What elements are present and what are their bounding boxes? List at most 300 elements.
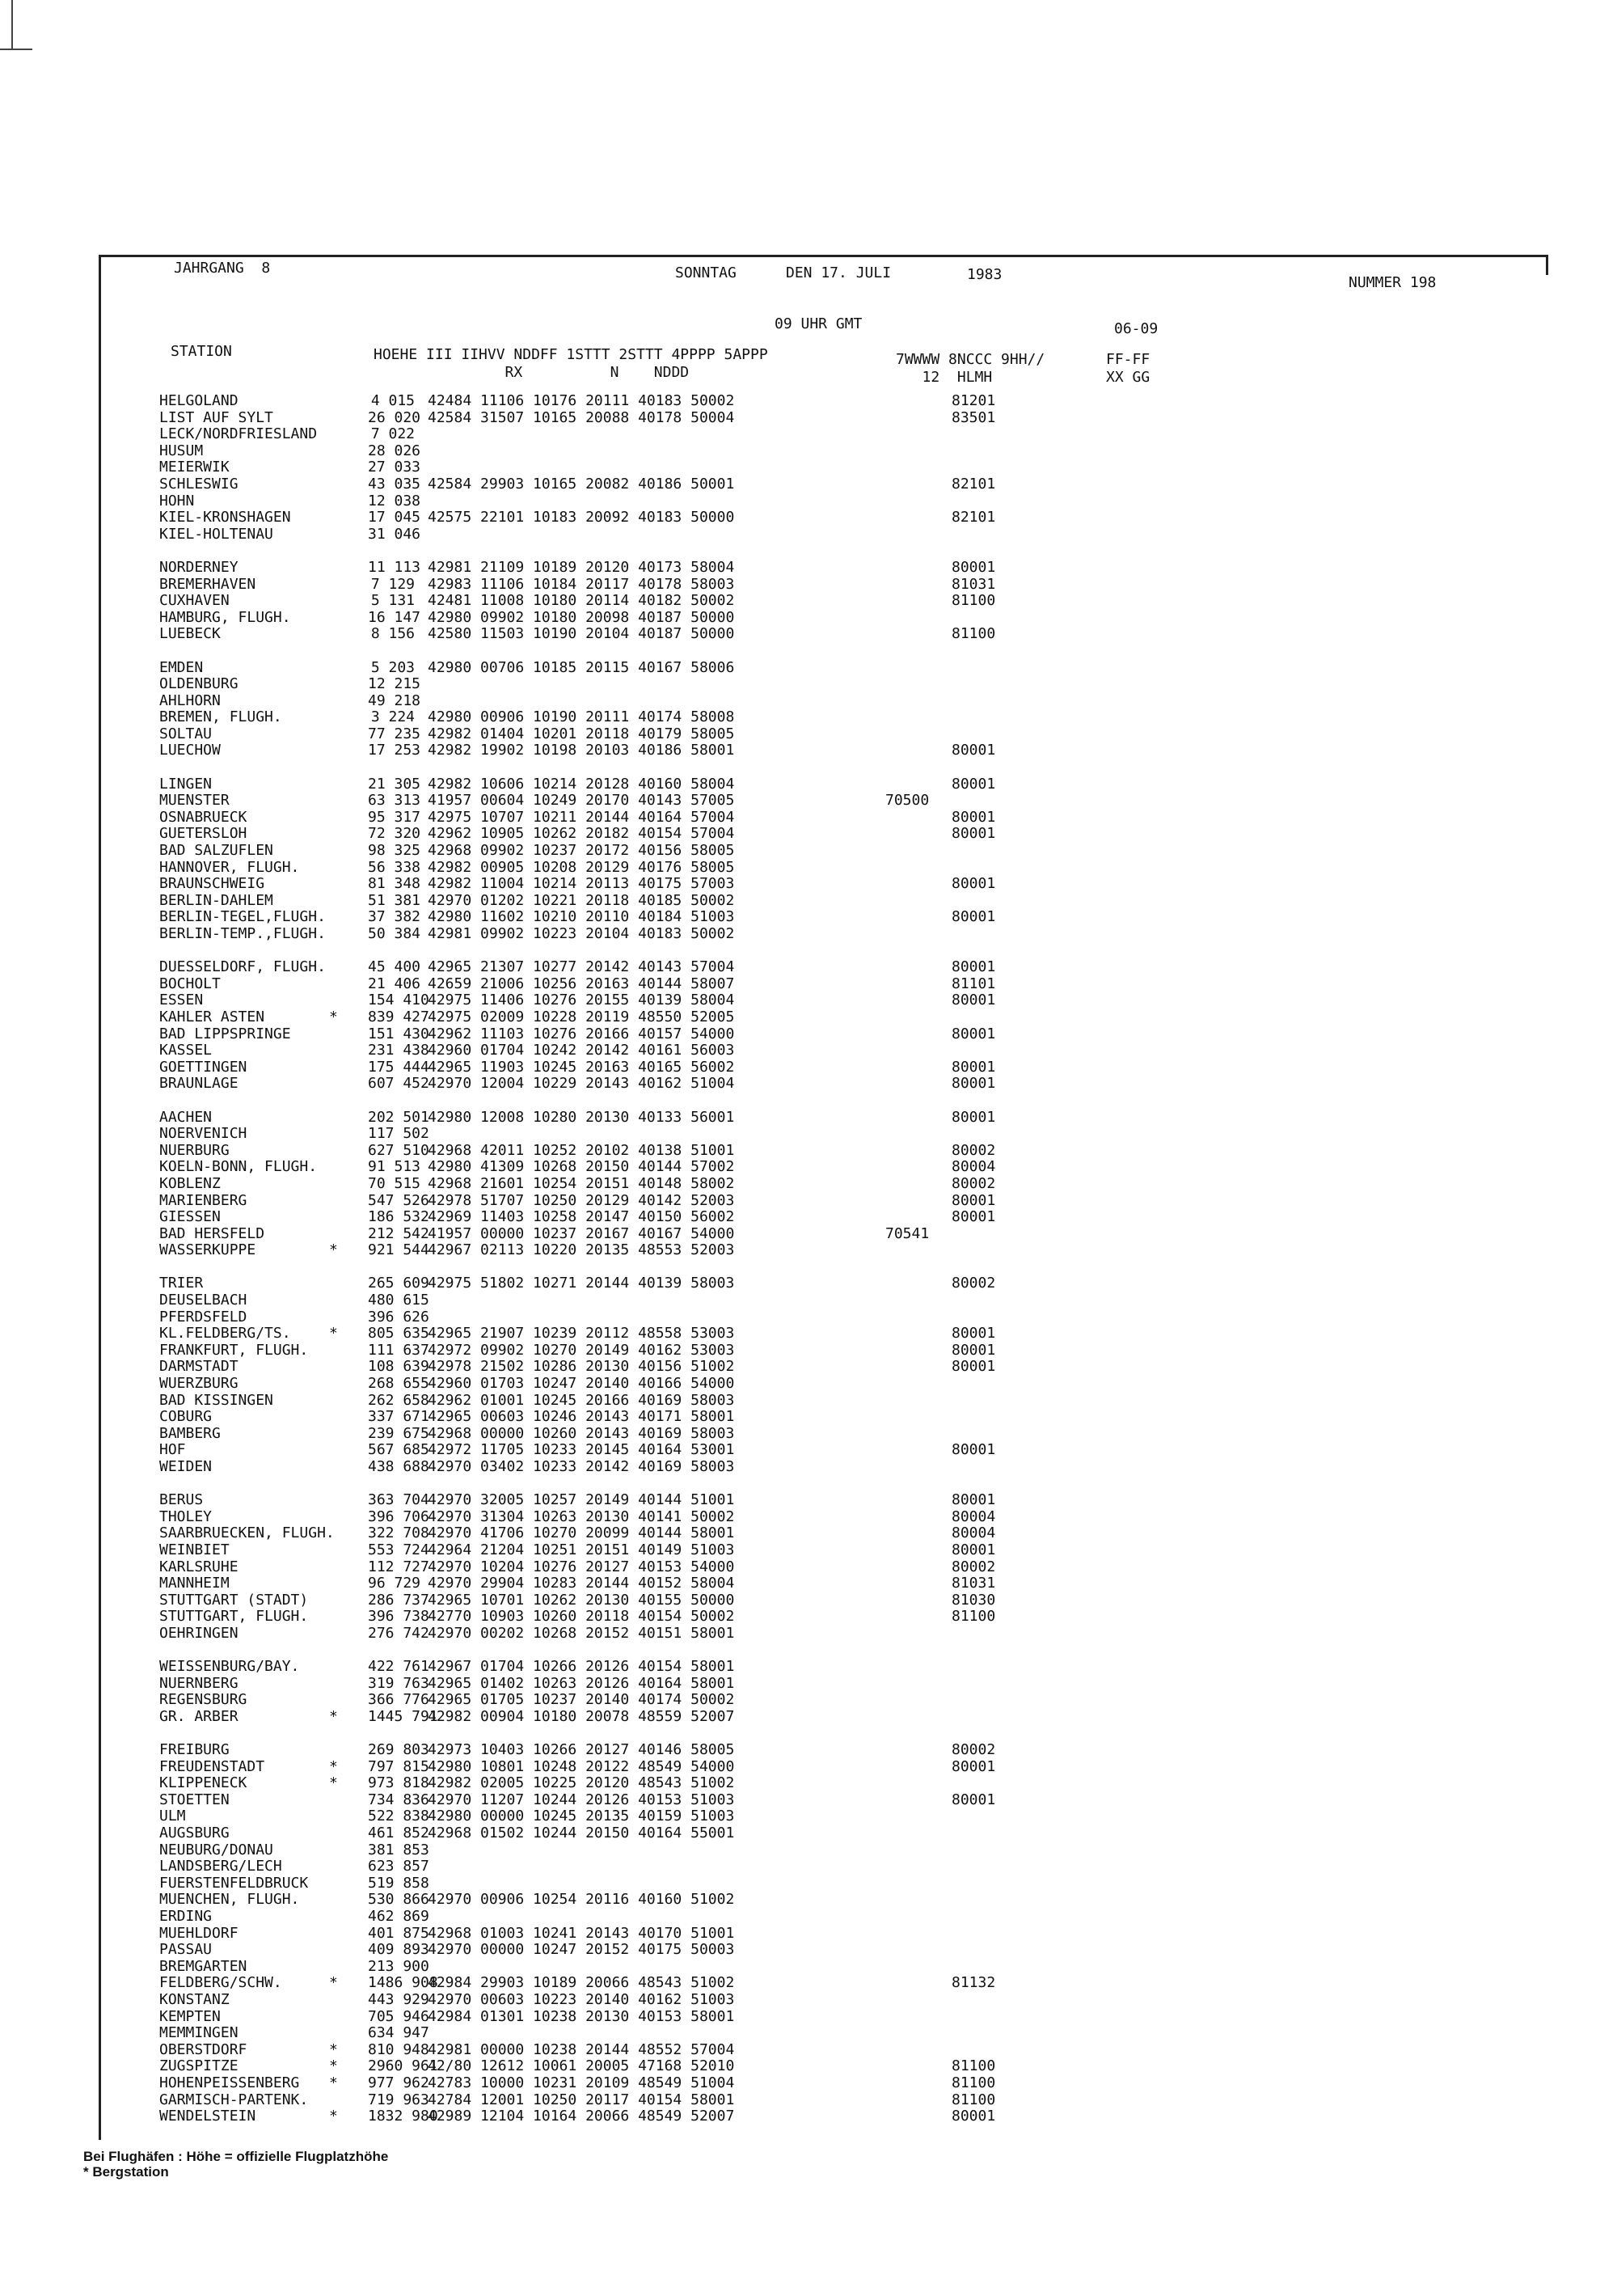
station-name: NORDERNEY (159, 558, 239, 576)
station-height-id: 108 639 (368, 1358, 429, 1376)
cloud-group: 80001 (952, 2108, 996, 2125)
station-name: DARMSTADT (159, 1358, 239, 1376)
mountain-station-marker: * (329, 2074, 338, 2091)
footnote-mountain: * Bergstation (83, 2164, 169, 2180)
cloud-group: 80001 (952, 1191, 996, 1209)
cloud-group: 80001 (952, 908, 996, 926)
synop-groups: 42970 10204 10276 20127 40153 54000 (428, 1558, 735, 1575)
cloud-group: 81100 (952, 2074, 996, 2091)
station-height-id: 319 763 (368, 1674, 429, 1692)
synop-groups: 42970 11207 10244 20126 40153 51003 (428, 1791, 735, 1808)
cloud-group: 81132 (952, 1974, 996, 1992)
cloud-group: 81101 (952, 975, 996, 992)
synop-groups: 42982 01404 10201 20118 40179 58005 (428, 725, 735, 742)
station-height-id: 921 544 (368, 1241, 429, 1259)
station-height-id: 269 803 (368, 1741, 429, 1759)
station-name: FREUDENSTADT (159, 1757, 265, 1775)
date: DEN 17. JULI (786, 264, 892, 281)
report-frame (99, 255, 1548, 2140)
station-height-id: 396 626 (368, 1308, 429, 1326)
synop-groups: 42980 00000 10245 20135 40159 51003 (428, 1808, 735, 1825)
synop-groups: 42975 02009 10228 20119 48550 52005 (428, 1008, 735, 1025)
synop-groups: 42965 11903 10245 20163 40165 56002 (428, 1058, 735, 1076)
station-height-id: 366 776 (368, 1691, 429, 1709)
mountain-station-marker: * (329, 1774, 338, 1792)
synop-groups: 42973 10403 10266 20127 40146 58005 (428, 1741, 735, 1759)
synop-groups: 42982 00905 10208 20129 40176 58005 (428, 858, 735, 876)
synop-groups: 42980 11602 10210 20110 40184 51003 (428, 908, 735, 926)
station-height-id: 27 033 (368, 459, 421, 476)
station-height-id: 77 235 (368, 725, 421, 742)
cloud-group: 81100 (952, 2091, 996, 2108)
station-height-id: 28 026 (368, 442, 421, 459)
station-name: KL.FELDBERG/TS. (159, 1325, 291, 1343)
synop-groups: 42969 11403 10258 20147 40150 56002 (428, 1208, 735, 1226)
station-name: SOLTAU (159, 725, 213, 742)
station-height-id: 45 400 (368, 958, 421, 976)
synop-groups: 42962 01001 10245 20166 40169 58003 (428, 1391, 735, 1409)
station-height-id: 5 203 (370, 658, 415, 676)
station-name: LIST AUF SYLT (159, 408, 273, 426)
station-height-id: 202 501 (368, 1108, 429, 1126)
synop-groups: 42584 31507 10165 20088 40178 50004 (428, 408, 735, 426)
station-height-id: 268 655 (368, 1375, 429, 1393)
station-height-id: 810 948 (368, 2040, 429, 2058)
station-height-id: 977 962 (368, 2074, 429, 2091)
station-name: CUXHAVEN (159, 592, 230, 610)
cloud-group: 80002 (952, 1174, 996, 1192)
synop-groups: 42784 12001 10250 20117 40154 58001 (428, 2091, 735, 2108)
station-name: ZUGSPITZE (159, 2057, 239, 2075)
station-height-id: 117 502 (368, 1125, 429, 1143)
station-height-id: 1445 791 (368, 1707, 438, 1725)
station-name: BAMBERG (159, 1424, 221, 1442)
cloud-group: 80001 (952, 808, 996, 826)
column-header-extra-sub: 12 HLMH (896, 369, 993, 386)
station-name: MARIENBERG (159, 1191, 247, 1209)
station-name: BOCHOLT (159, 975, 221, 992)
station-name: GR. ARBER (159, 1707, 239, 1725)
synop-groups: 42968 01502 10244 20150 40164 55001 (428, 1825, 735, 1842)
synop-groups: 42962 10905 10262 20182 40154 57004 (428, 825, 735, 843)
column-header-extra: 7WWWW 8NCCC 9HH// (896, 351, 1045, 368)
synop-groups: 42978 51707 10250 20129 40142 52003 (428, 1191, 735, 1209)
cloud-group: 81100 (952, 2057, 996, 2075)
synop-groups: 42484 11106 10176 20111 40183 50002 (428, 392, 735, 409)
station-name: FRANKFURT, FLUGH. (159, 1341, 309, 1359)
weather-group: 70500 (885, 792, 930, 810)
station-height-id: 381 853 (368, 1841, 429, 1858)
synop-groups: 42980 09902 10180 20098 40187 50000 (428, 608, 735, 626)
column-header-main: HOEHE III IIHVV NDDFF 1STTT 2STTT 4PPPP 5APPP (374, 346, 768, 363)
column-header-station: STATION (171, 343, 232, 360)
cloud-group: 81031 (952, 1575, 996, 1592)
station-name: HAMBURG, FLUGH. (159, 608, 291, 626)
station-name: HELGOLAND (159, 392, 239, 409)
cloud-group: 80001 (952, 1491, 996, 1509)
observation-period: 06-09 (1114, 320, 1159, 337)
synop-groups: 42967 01704 10266 20126 40154 58001 (428, 1658, 735, 1676)
station-height-id: 461 852 (368, 1825, 429, 1842)
cloud-group: 81100 (952, 592, 996, 610)
station-name: BREMERHAVEN (159, 575, 256, 593)
station-name: LUEBECK (159, 625, 221, 643)
station-height-id: 623 857 (368, 1858, 429, 1875)
day: SONNTAG (675, 264, 737, 281)
station-height-id: 17 045 (368, 509, 421, 526)
station-height-id: 63 313 (368, 792, 421, 810)
cloud-group: 81201 (952, 392, 996, 409)
station-name: KASSEL (159, 1042, 213, 1059)
synop-groups: 42983 11106 10184 20117 40178 58003 (428, 575, 735, 593)
station-height-id: 72 320 (368, 825, 421, 843)
cloud-group: 80002 (952, 1141, 996, 1159)
synop-groups: 42970 12004 10229 20143 40162 51004 (428, 1075, 735, 1093)
synop-groups: 42981 00000 10238 20144 48552 57004 (428, 2040, 735, 2058)
synop-groups: 42982 10606 10214 20128 40160 58004 (428, 775, 735, 793)
station-height-id: 212 542 (368, 1224, 429, 1242)
station-height-id: 154 410 (368, 992, 429, 1009)
mountain-station-marker: * (329, 1757, 338, 1775)
station-name: AHLHORN (159, 691, 221, 709)
station-height-id: 462 869 (368, 1908, 429, 1926)
observation-time: 09 UHR GMT (775, 315, 863, 332)
station-height-id: 322 708 (368, 1524, 429, 1542)
station-height-id: 12 038 (368, 492, 421, 510)
station-name: THOLEY (159, 1507, 213, 1525)
station-height-id: 95 317 (368, 808, 421, 826)
station-name: STUTTGART (STADT) (159, 1591, 309, 1609)
station-height-id: 797 815 (368, 1757, 429, 1775)
cloud-group: 80001 (952, 1058, 996, 1076)
station-height-id: 4 015 (370, 392, 415, 409)
station-name: ULM (159, 1808, 186, 1825)
station-height-id: 401 875 (368, 1924, 429, 1942)
cloud-group: 80001 (952, 1025, 996, 1042)
synop-groups: 42970 01202 10221 20118 40185 50002 (428, 891, 735, 909)
station-name: KLIPPENECK (159, 1774, 247, 1792)
station-name: WEISSENBURG/BAY. (159, 1658, 300, 1676)
cloud-group: 80001 (952, 992, 996, 1009)
station-name: SAARBRUECKEN, FLUGH. (159, 1524, 335, 1542)
station-name: AACHEN (159, 1108, 213, 1126)
station-name: MEMMINGEN (159, 2024, 239, 2042)
synop-groups: 42982 11004 10214 20113 40175 57003 (428, 875, 735, 893)
station-name: WENDELSTEIN (159, 2108, 256, 2125)
cloud-group: 81100 (952, 1608, 996, 1626)
mountain-station-marker: * (329, 2040, 338, 2058)
station-height-id: 51 381 (368, 891, 421, 909)
station-name: REGENSBURG (159, 1691, 247, 1709)
station-height-id: 422 761 (368, 1658, 429, 1676)
cloud-group: 80001 (952, 1325, 996, 1343)
station-name: MUEHLDORF (159, 1924, 239, 1942)
station-height-id: 438 688 (368, 1458, 429, 1475)
cloud-group: 80001 (952, 1441, 996, 1459)
station-name: OSNABRUECK (159, 808, 247, 826)
station-name: GARMISCH-PARTENK. (159, 2091, 309, 2108)
station-name: BAD SALZUFLEN (159, 842, 273, 860)
station-name: MUENSTER (159, 792, 230, 810)
station-name: ESSEN (159, 992, 204, 1009)
synop-groups: 42580 11503 10190 20104 40187 50000 (428, 625, 735, 643)
cloud-group: 80004 (952, 1507, 996, 1525)
station-height-id: 17 253 (368, 742, 421, 759)
station-height-id: 607 452 (368, 1075, 429, 1093)
station-name: LANDSBERG/LECH (159, 1858, 282, 1875)
synop-groups: 42970 00603 10223 20140 40162 51003 (428, 1991, 735, 2008)
station-height-id: 81 348 (368, 875, 421, 893)
scan-corner-mark (0, 0, 13, 49)
mountain-station-marker: * (329, 2108, 338, 2125)
station-height-id: 2960 961 (368, 2057, 438, 2075)
station-height-id: 11 113 (368, 558, 421, 576)
station-height-id: 1832 980 (368, 2108, 438, 2125)
cloud-group: 80001 (952, 1791, 996, 1808)
cloud-group: 80002 (952, 1275, 996, 1292)
cloud-group: 80004 (952, 1524, 996, 1542)
station-name: BRAUNSCHWEIG (159, 875, 265, 893)
station-name: NEUBURG/DONAU (159, 1841, 273, 1858)
station-name: EMDEN (159, 658, 204, 676)
cloud-group: 80001 (952, 1757, 996, 1775)
station-name: GIESSEN (159, 1208, 221, 1226)
synop-groups: 42989 12104 10164 20066 48549 52007 (428, 2108, 735, 2125)
station-height-id: 111 637 (368, 1341, 429, 1359)
mountain-station-marker: * (329, 1974, 338, 1992)
synop-groups: 42970 00202 10268 20152 40151 58001 (428, 1624, 735, 1642)
station-name: WEIDEN (159, 1458, 213, 1475)
station-height-id: 16 147 (368, 608, 421, 626)
station-name: DUESSELDORF, FLUGH. (159, 958, 326, 976)
cloud-group: 80002 (952, 1558, 996, 1575)
station-name: NUERBURG (159, 1141, 230, 1159)
station-height-id: 37 382 (368, 908, 421, 926)
issue-number: NUMMER 198 (1349, 274, 1437, 291)
mountain-station-marker: * (329, 1008, 338, 1025)
station-height-id: 567 685 (368, 1441, 429, 1459)
synop-groups: 42584 29903 10165 20082 40186 50001 (428, 475, 735, 493)
station-name: HOHN (159, 492, 195, 510)
station-name: LINGEN (159, 775, 213, 793)
station-name: OLDENBURG (159, 675, 239, 693)
station-height-id: 396 706 (368, 1507, 429, 1525)
station-height-id: 7 129 (370, 575, 415, 593)
synop-groups: 42978 21502 10286 20130 40156 51002 (428, 1358, 735, 1376)
synop-groups: 42970 32005 10257 20149 40144 51001 (428, 1491, 735, 1509)
column-header-wind-sub: XX GG (1106, 369, 1150, 386)
station-height-id: 363 704 (368, 1491, 429, 1509)
synop-groups: 42783 10000 10231 20109 48549 51004 (428, 2074, 735, 2091)
footnote-airport: Bei Flughäfen : Höhe = offizielle Flugplatzhöhe (83, 2149, 389, 2164)
station-name: KAHLER ASTEN (159, 1008, 265, 1025)
station-name: GUETERSLOH (159, 825, 247, 843)
station-height-id: 409 893 (368, 1941, 429, 1959)
station-height-id: 443 929 (368, 1991, 429, 2008)
station-height-id: 734 836 (368, 1791, 429, 1808)
cloud-group: 81100 (952, 625, 996, 643)
synop-groups: 42984 01301 10238 20130 40153 58001 (428, 2007, 735, 2025)
station-height-id: 627 510 (368, 1141, 429, 1159)
synop-groups: 42970 29904 10283 20144 40152 58004 (428, 1575, 735, 1592)
synop-groups: 42967 02113 10220 20135 48553 52003 (428, 1241, 735, 1259)
synop-groups: 42970 00906 10254 20116 40160 51002 (428, 1891, 735, 1909)
jahrgang: JAHRGANG 8 (174, 260, 271, 277)
station-name: MEIERWIK (159, 459, 230, 476)
station-name: BERLIN-DAHLEM (159, 891, 273, 909)
station-height-id: 553 724 (368, 1541, 429, 1558)
station-name: PASSAU (159, 1941, 213, 1959)
year: 1983 (967, 266, 1003, 283)
station-height-id: 96 729 (368, 1575, 421, 1592)
cloud-group: 80001 (952, 1358, 996, 1376)
station-name: ERDING (159, 1908, 213, 1926)
cloud-group: 81030 (952, 1591, 996, 1609)
synop-groups: 42968 09902 10237 20172 40156 58005 (428, 842, 735, 860)
cloud-group: 80002 (952, 1741, 996, 1759)
synop-groups: 42980 00906 10190 20111 40174 58008 (428, 708, 735, 726)
station-name: FUERSTENFELDBRUCK (159, 1874, 309, 1892)
synop-groups: 42981 21109 10189 20120 40173 58004 (428, 558, 735, 576)
synop-groups: 42980 00706 10185 20115 40167 58006 (428, 658, 735, 676)
synop-groups: 42970 00000 10247 20152 40175 50003 (428, 1941, 735, 1959)
station-height-id: 522 838 (368, 1808, 429, 1825)
station-name: BERUS (159, 1491, 204, 1509)
synop-groups: 42970 31304 10263 20130 40141 50002 (428, 1507, 735, 1525)
cloud-group: 80001 (952, 1108, 996, 1126)
mountain-station-marker: * (329, 1707, 338, 1725)
station-height-id: 239 675 (368, 1424, 429, 1442)
station-name: FELDBERG/SCHW. (159, 1974, 282, 1992)
synop-groups: 42965 01402 10263 20126 40164 58001 (428, 1674, 735, 1692)
synop-groups: 42980 41309 10268 20150 40144 57002 (428, 1158, 735, 1176)
synop-groups: 42659 21006 10256 20163 40144 58007 (428, 975, 735, 992)
station-name: WEINBIET (159, 1541, 230, 1558)
station-name: BREMEN, FLUGH. (159, 708, 282, 726)
scan-corner-mark (0, 49, 32, 50)
synop-groups: 41957 00604 10249 20170 40143 57005 (428, 792, 735, 810)
station-name: KARLSRUHE (159, 1558, 239, 1575)
station-name: HUSUM (159, 442, 204, 459)
synop-groups: 42980 10801 10248 20122 48549 54000 (428, 1757, 735, 1775)
station-name: KOBLENZ (159, 1174, 221, 1192)
synop-groups: 42968 01003 10241 20143 40170 51001 (428, 1924, 735, 1942)
station-height-id: 91 513 (368, 1158, 421, 1176)
station-height-id: 31 046 (368, 525, 421, 543)
weather-group: 70541 (885, 1224, 930, 1242)
station-name: LUECHOW (159, 742, 221, 759)
station-name: NOERVENICH (159, 1125, 247, 1143)
station-height-id: 634 947 (368, 2024, 429, 2042)
cloud-group: 80001 (952, 1075, 996, 1093)
station-height-id: 21 406 (368, 975, 421, 992)
cloud-group: 82101 (952, 509, 996, 526)
station-name: BAD HERSFELD (159, 1224, 265, 1242)
station-height-id: 213 900 (368, 1957, 429, 1975)
synop-groups: 42970 03402 10233 20142 40169 58003 (428, 1458, 735, 1475)
station-name: SCHLESWIG (159, 475, 239, 493)
station-height-id: 43 035 (368, 475, 421, 493)
synop-groups: 42/80 12612 10061 20005 47168 52010 (428, 2057, 735, 2075)
station-height-id: 98 325 (368, 842, 421, 860)
station-height-id: 56 338 (368, 858, 421, 876)
station-name: STOETTEN (159, 1791, 230, 1808)
station-height-id: 3 224 (370, 708, 415, 726)
station-height-id: 49 218 (368, 691, 421, 709)
station-height-id: 26 020 (368, 408, 421, 426)
synop-groups: 42964 21204 10251 20151 40149 51003 (428, 1541, 735, 1558)
cloud-group: 80001 (952, 958, 996, 976)
station-name: KONSTANZ (159, 1991, 230, 2008)
station-height-id: 705 946 (368, 2007, 429, 2025)
station-name: AUGSBURG (159, 1825, 230, 1842)
synop-groups: 42984 29903 10189 20066 48543 51002 (428, 1974, 735, 1992)
synop-groups: 41957 00000 10237 20167 40167 54000 (428, 1224, 735, 1242)
station-name: KIEL-KRONSHAGEN (159, 509, 291, 526)
synop-groups: 42962 11103 10276 20166 40157 54000 (428, 1025, 735, 1042)
cloud-group: 80001 (952, 1541, 996, 1558)
cloud-group: 82101 (952, 475, 996, 493)
synop-groups: 42960 01704 10242 20142 40161 56003 (428, 1042, 735, 1059)
station-name: PFERDSFELD (159, 1308, 247, 1326)
station-height-id: 276 742 (368, 1624, 429, 1642)
station-height-id: 8 156 (370, 625, 415, 643)
station-height-id: 151 430 (368, 1025, 429, 1042)
station-height-id: 805 635 (368, 1325, 429, 1343)
station-name: FREIBURG (159, 1741, 230, 1759)
synop-groups: 42481 11008 10180 20114 40182 50002 (428, 592, 735, 610)
cloud-group: 80001 (952, 775, 996, 793)
station-height-id: 719 963 (368, 2091, 429, 2108)
synop-groups: 42965 01705 10237 20140 40174 50002 (428, 1691, 735, 1709)
synop-groups: 42972 11705 10233 20145 40164 53001 (428, 1441, 735, 1459)
cloud-group: 80001 (952, 875, 996, 893)
station-height-id: 7 022 (370, 425, 415, 443)
cloud-group: 80001 (952, 825, 996, 843)
station-name: BERLIN-TEGEL,FLUGH. (159, 908, 326, 926)
station-name: STUTTGART, FLUGH. (159, 1608, 309, 1626)
synop-groups: 42975 10707 10211 20144 40164 57004 (428, 808, 735, 826)
synop-groups: 42770 10903 10260 20118 40154 50002 (428, 1608, 735, 1626)
station-name: BRAUNLAGE (159, 1075, 239, 1093)
station-name: HOHENPEISSENBERG (159, 2074, 300, 2091)
station-name: WASSERKUPPE (159, 1241, 256, 1259)
station-height-id: 21 305 (368, 775, 421, 793)
synop-groups: 42981 09902 10223 20104 40183 50002 (428, 925, 735, 942)
synop-groups: 42965 21907 10239 20112 48558 53003 (428, 1325, 735, 1343)
synop-groups: 42982 02005 10225 20120 48543 51002 (428, 1774, 735, 1792)
station-height-id: 50 384 (368, 925, 421, 942)
station-name: BERLIN-TEMP.,FLUGH. (159, 925, 326, 942)
station-height-id: 286 737 (368, 1591, 429, 1609)
cloud-group: 83501 (952, 408, 996, 426)
station-name: TRIER (159, 1275, 204, 1292)
station-height-id: 231 438 (368, 1042, 429, 1059)
station-name: MANNHEIM (159, 1575, 230, 1592)
station-name: HOF (159, 1441, 186, 1459)
station-height-id: 547 526 (368, 1191, 429, 1209)
synop-groups: 42982 19902 10198 20103 40186 58001 (428, 742, 735, 759)
station-name: BAD LIPPSPRINGE (159, 1025, 291, 1042)
cloud-group: 80004 (952, 1158, 996, 1176)
synop-groups: 42965 10701 10262 20130 40155 50000 (428, 1591, 735, 1609)
synop-groups: 42972 09902 10270 20149 40162 53003 (428, 1341, 735, 1359)
cloud-group: 80001 (952, 742, 996, 759)
station-name: KEMPTEN (159, 2007, 221, 2025)
station-height-id: 530 866 (368, 1891, 429, 1909)
station-height-id: 973 818 (368, 1774, 429, 1792)
cloud-group: 81031 (952, 575, 996, 593)
